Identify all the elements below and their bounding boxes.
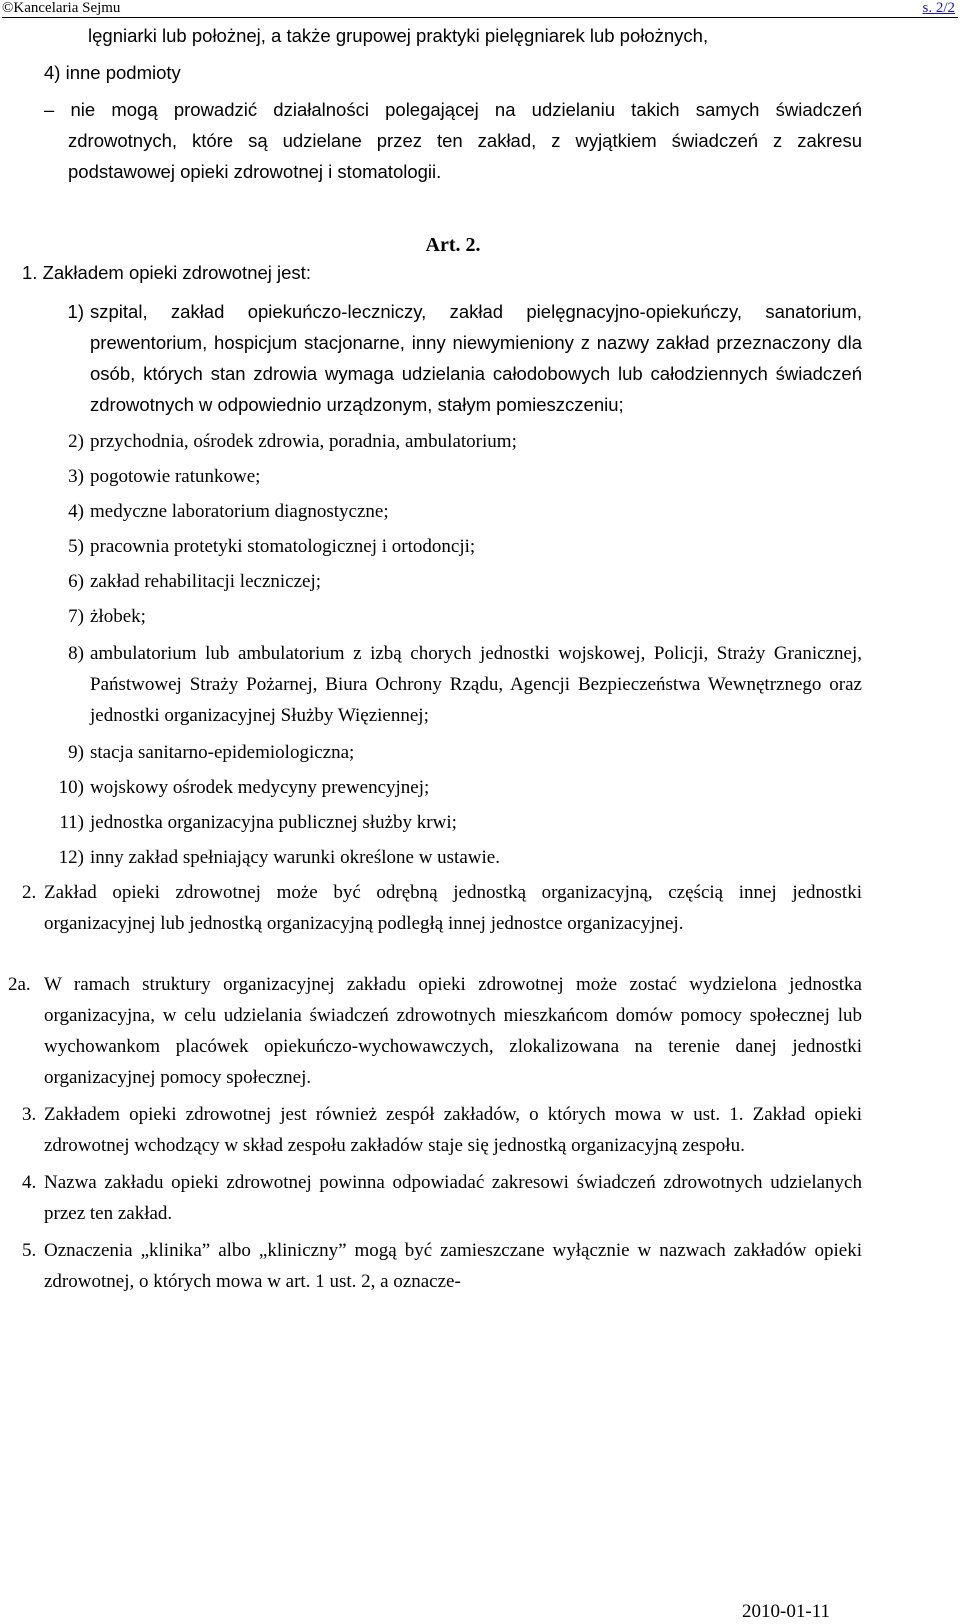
list-item-number: 7) (68, 606, 84, 627)
list-item (44, 842, 862, 873)
section-number: 5. (22, 1240, 37, 1261)
list-item-text: pogotowie ratunkowe; (90, 466, 261, 487)
section-text: Zakładem opieki zdrowotnej jest: (42, 262, 311, 283)
list-item-number: 8) (68, 643, 84, 664)
list-item (44, 461, 862, 492)
list-item-number: 10) (58, 777, 84, 798)
list-item-number: 3) (68, 466, 84, 487)
section-number: 4. (22, 1172, 37, 1193)
article-section-2 (22, 877, 862, 939)
list-item-text: żłobek; (90, 606, 146, 627)
article-section-5 (22, 1235, 862, 1297)
section-number: 2. (22, 882, 37, 903)
article-section-2a (8, 969, 862, 1093)
document-body (8, 20, 862, 1297)
section-text: W ramach struktury organizacyjnej zakładu opieki zdrowotnej może zostać wydzielona jednostka organizacyjna, w celu udzielania świadczeń zdrowotnych mieszkańcom domów pomocy społecznej lub wychowankom placówek opiekuńczo-wychowawczych, zlokalizowana na terenie danej jednostki organizacyjnej pomocy społecznej. (44, 974, 862, 1088)
intro-dash-paragraph: – nie mogą prowadzić działalności polegającej na udzielaniu takich samych świadczeń zdrowotnych, które są udzielane przez ten zakład, z wyjątkiem świadczeń z zakresu podstawowej opieki zdrowotnej i stomatologii. (44, 99, 862, 182)
list-item-text: stacja sanitarno-epidemiologiczna; (90, 742, 355, 763)
section-text: Zakładem opieki zdrowotnej jest również zespół zakładów, o których mowa w ust. 1. Zakład opieki zdrowotnej wchodzący w skład zespołu zakładów staje się jednostką organizacyjną zespołu. (44, 1104, 862, 1156)
article-section-4 (22, 1167, 862, 1229)
list-item-number: 1) (67, 301, 84, 322)
list-item-number: 12) (58, 847, 84, 868)
section-1-list (44, 296, 862, 873)
header-rule (2, 17, 958, 18)
list-item-number: 2) (68, 431, 84, 452)
section-text: Zakład opieki zdrowotnej może być odrębną jednostką organizacyjną, częścią innej jednostki organizacyjnej lub jednostką organizacyjną podległą innej jednostce organizacyjnej. (44, 882, 862, 934)
article-section-1 (22, 257, 840, 288)
list-item-text: wojskowy ośrodek medycyny prewencyjnej; (90, 777, 430, 798)
list-item-text: pracownia protetyki stomatologicznej i ortodoncji; (90, 536, 476, 557)
list-item-text: medyczne laboratorium diagnostyczne; (90, 501, 389, 522)
list-item-text: ambulatorium lub ambulatorium z izbą chorych jednostki wojskowej, Policji, Straży Granicznej, Państwowej Straży Pożarnej, Biura Ochrony Rządu, Agencji Bezpieczeństwa Wewnętrznego oraz jednostki organizacyjnej Służby Więziennej; (90, 643, 862, 726)
list-item-number: 9) (68, 742, 84, 763)
list-item-number: 6) (68, 571, 84, 592)
section-number: 3. (22, 1104, 37, 1125)
list-item (44, 426, 862, 457)
list-item (44, 531, 862, 562)
section-text: Nazwa zakładu opieki zdrowotnej powinna odpowiadać zakresowi świadczeń zdrowotnych udzielanych przez ten zakład. (44, 1172, 862, 1224)
list-item (44, 496, 862, 527)
intro-item-4: 4) inne podmioty (44, 62, 181, 83)
header-source: ©Kancelaria Sejmu (2, 0, 121, 16)
list-item (44, 296, 862, 420)
list-item (44, 772, 862, 803)
list-item-text: inny zakład spełniający warunki określone w ustawie. (90, 847, 500, 868)
list-item-text: jednostka organizacyjna publicznej służby krwi; (90, 812, 457, 833)
footer-date: 2010-01-11 (742, 1601, 830, 1622)
list-item-text: zakład rehabilitacji leczniczej; (90, 571, 322, 592)
section-number: 2a. (8, 974, 31, 995)
article-title: Art. 2. (425, 234, 481, 256)
section-text: Oznaczenia „klinika” albo „kliniczny” mogą być zamieszczane wyłącznie w nazwach zakładów opieki zdrowotnej, o których mowa w art. 1 ust. 2, a oznacze- (44, 1240, 862, 1292)
list-item-text: przychodnia, ośrodek zdrowia, poradnia, ambulatorium; (90, 431, 517, 452)
list-item-number: 11) (59, 812, 84, 833)
list-item-number: 5) (68, 536, 84, 557)
list-item (44, 601, 862, 632)
list-item-text: szpital, zakład opiekuńczo-leczniczy, zakład pielęgnacyjno-opiekuńczy, sanatorium, prewentorium, hospicjum stacjonarne, inny niewymieniony z nazwy zakład przeznaczony dla osób, których stan zdrowia wymaga udzielania całodobowych lub całodziennych świadczeń zdrowotnych w odpowiednio urządzonym, stałym pomieszczeniu; (90, 301, 862, 415)
section-number: 1. (22, 262, 38, 283)
header-page-link[interactable]: s. 2/2 (922, 0, 955, 16)
intro-continuation: lęgniarki lub położnej, a także grupowej praktyki pielęgniarek lub położnych, (88, 25, 709, 46)
list-item-number: 4) (68, 501, 84, 522)
list-item (44, 638, 862, 731)
list-item (44, 566, 862, 597)
list-item (44, 737, 862, 768)
article-section-3 (22, 1099, 862, 1161)
list-item (44, 807, 862, 838)
